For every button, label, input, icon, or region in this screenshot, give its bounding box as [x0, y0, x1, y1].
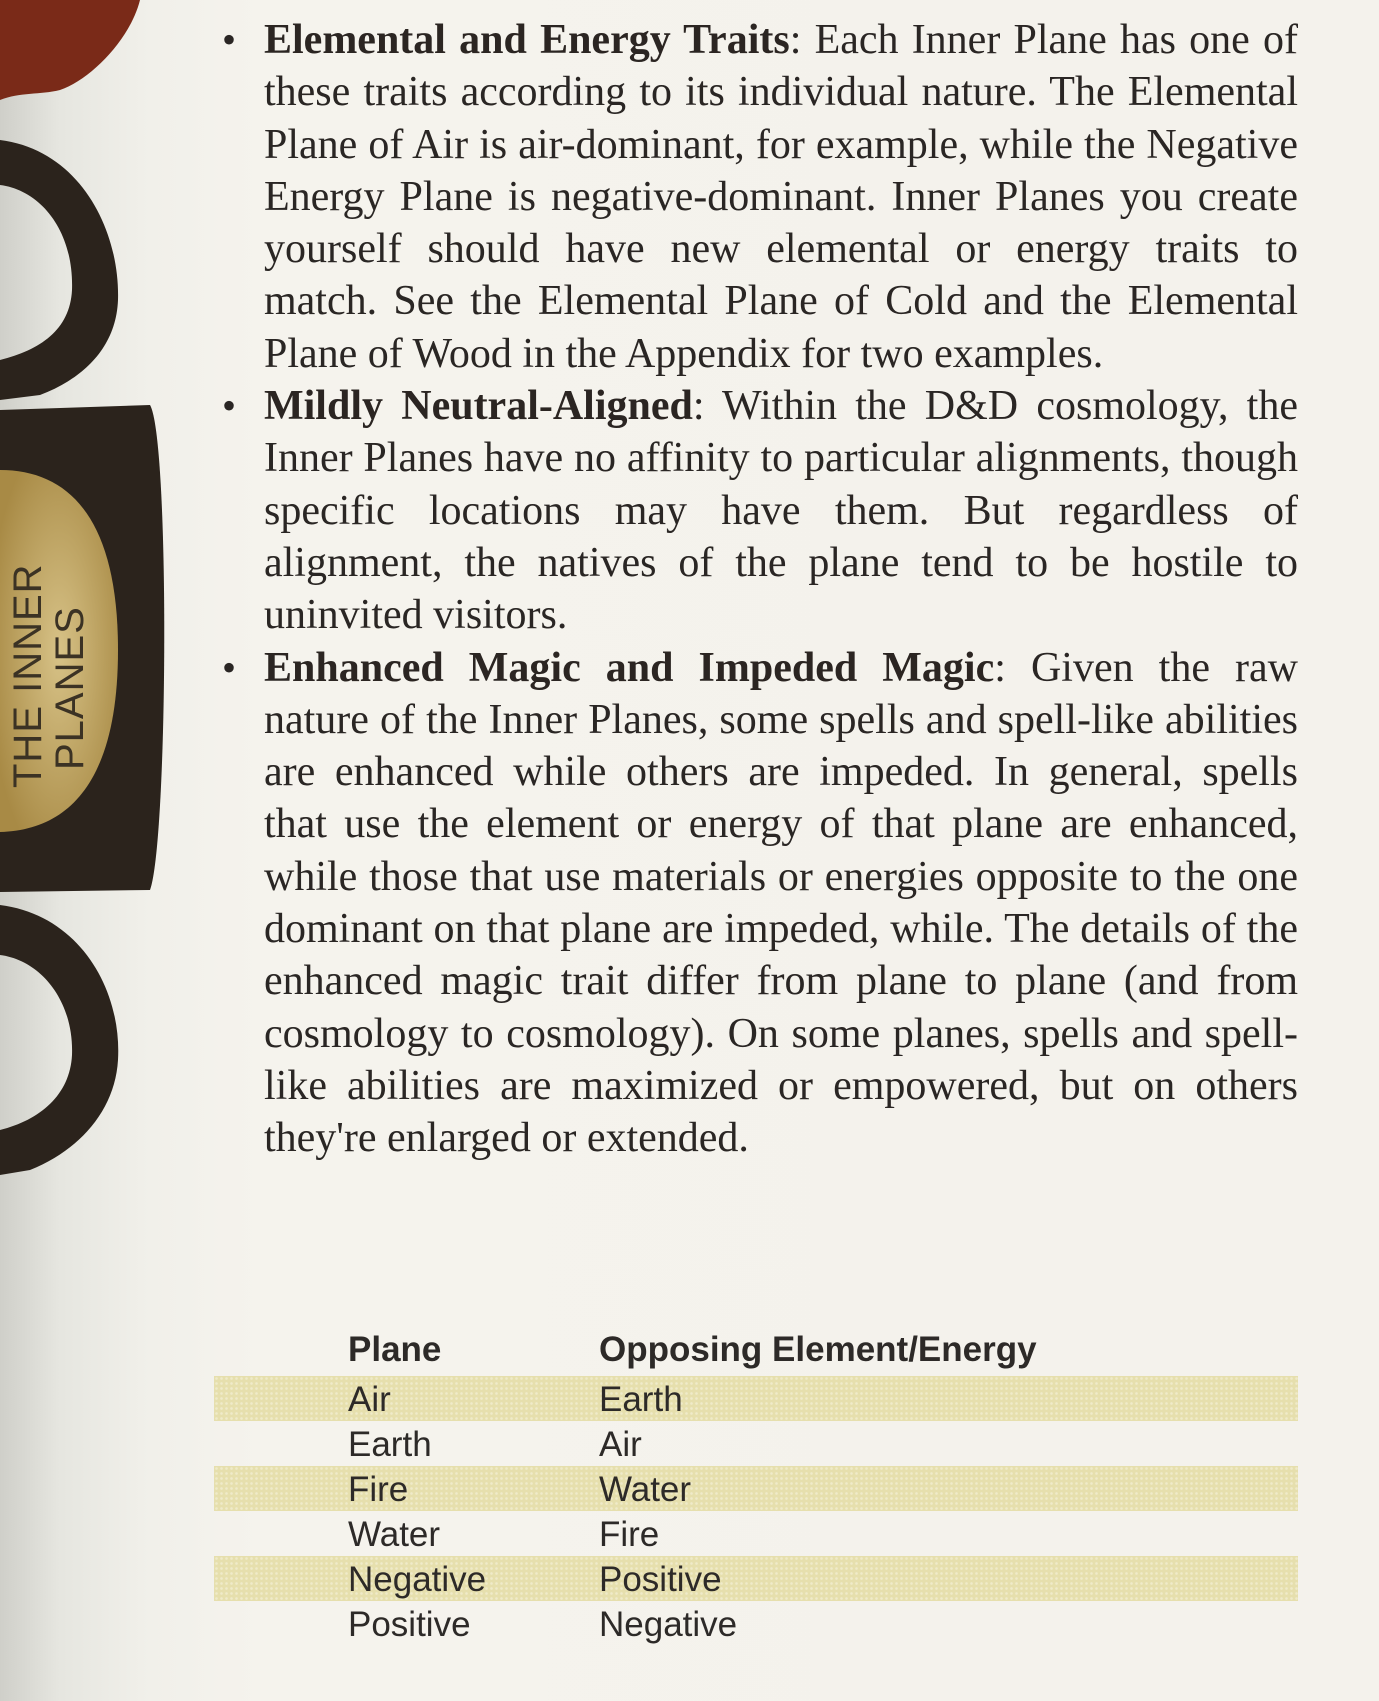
opposing-cell: Fire: [599, 1515, 660, 1554]
column-header-plane: Plane: [348, 1330, 442, 1369]
table-row: [214, 1601, 1298, 1646]
table-row: [214, 1466, 1298, 1511]
table-row: [214, 1421, 1298, 1466]
plane-cell: Positive: [348, 1605, 471, 1644]
trait-description: : Given the raw nature of the Inner Planes, some spells and spell-like abilities are enhanced while others are impeded. In general, spells that use the element or energy of that plane are enhanced, while those that use materials or energies opposite to the one dominant on that plane are impeded, while. The details of the enhanced magic trait differ from plane to plane (and from cosmology to cosmology). On some planes, spells and spell-like abilities are maximized or empowered, but on others they're enlarged or extended.: [264, 644, 1298, 1162]
side-tab-label: [0, 470, 130, 810]
side-tab-line2: PLANES: [48, 606, 92, 770]
red-corner-ornament: [0, 0, 140, 100]
border-ornament: [0, 0, 190, 1701]
trait-term: Enhanced Magic and Impeded Magic: [264, 644, 995, 691]
opposing-cell: Negative: [599, 1605, 738, 1644]
body-text: [218, 14, 1298, 1165]
upper-curve-ornament: [0, 140, 118, 400]
trait-item-magic: [218, 642, 1298, 1165]
opposing-cell: Water: [599, 1470, 692, 1509]
trait-description: : Each Inner Plane has one of these traits according to its individual nature. The Elemental Plane of Air is air-dominant, for example, while the Negative Energy Plane is negative-dominant. Inner Planes you create yourself should have new elemental or energy traits to match. See the Elemental Plane of Cold and the Elemental Plane of Wood in the Appendix for two examples.: [264, 17, 1298, 377]
table-row: [214, 1556, 1298, 1601]
table-header-row: [214, 1326, 1298, 1376]
plane-cell: Earth: [348, 1425, 432, 1464]
opposing-element-table: [214, 1326, 1298, 1646]
bullet-icon: •: [222, 17, 237, 62]
trait-description: : Within the D&D cosmology, the Inner Planes have no affinity to particular alignments, though specific locations may have them. But regardless of alignment, the natives of the plane tend to be hostile to uninvited visitors.: [264, 383, 1298, 639]
trait-term: Elemental and Energy Traits: [264, 17, 790, 63]
side-tab-line1: THE INNER: [6, 563, 50, 788]
plane-cell: Water: [348, 1515, 441, 1554]
opposing-cell: Air: [599, 1425, 642, 1464]
bullet-icon: •: [222, 644, 237, 690]
trait-item-alignment: [218, 380, 1298, 641]
opposing-cell: Positive: [599, 1560, 722, 1599]
lower-curve-ornament: [0, 905, 118, 1175]
plane-cell: Air: [348, 1380, 391, 1419]
plane-cell: Fire: [348, 1470, 409, 1509]
opposing-cell: Earth: [599, 1380, 683, 1419]
trait-item-elemental: [218, 14, 1298, 380]
table-row: [214, 1376, 1298, 1421]
column-header-opposing: Opposing Element/Energy: [599, 1330, 1037, 1369]
table-row: [214, 1511, 1298, 1556]
bullet-icon: •: [222, 383, 237, 429]
trait-term: Mildly Neutral-Aligned: [264, 383, 693, 430]
trait-list: [218, 14, 1298, 1165]
plane-cell: Negative: [348, 1560, 487, 1599]
